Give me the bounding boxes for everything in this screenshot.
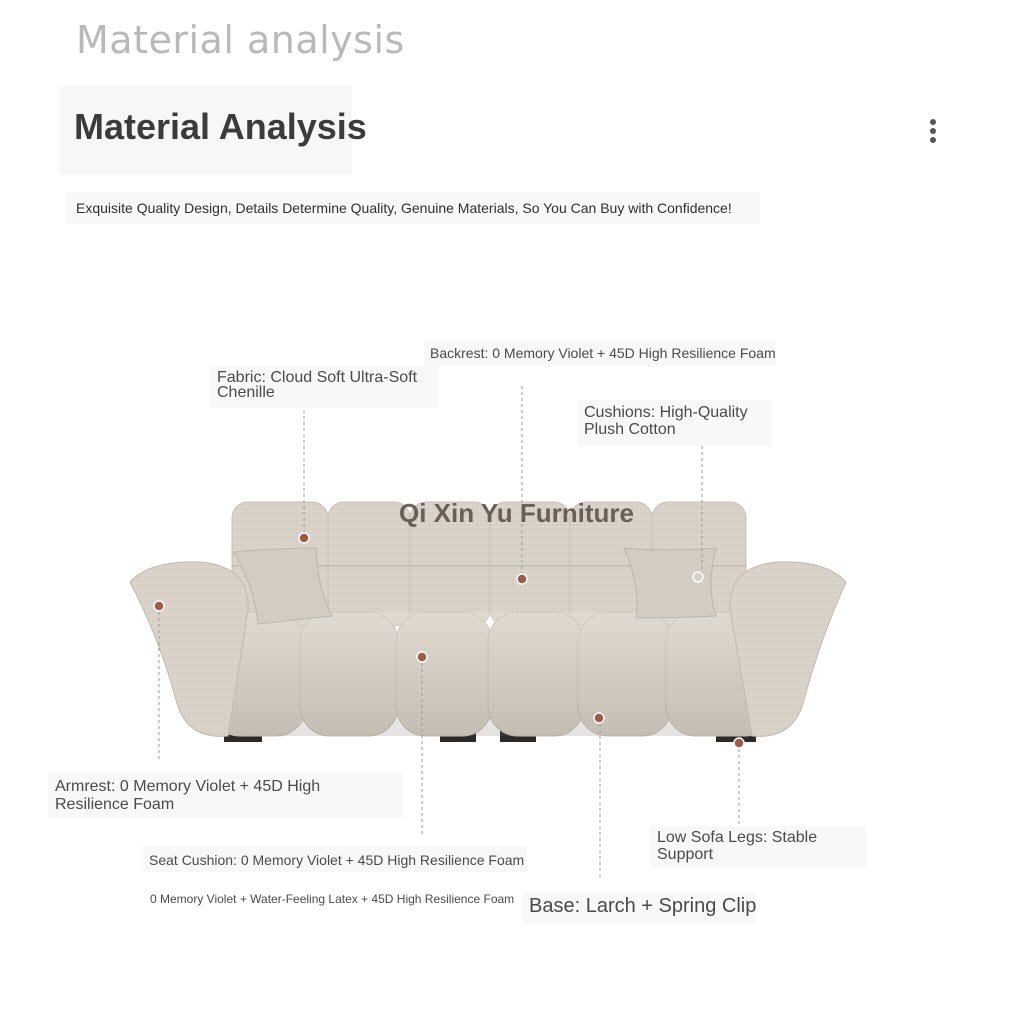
fabric-label bbox=[217, 370, 417, 400]
seat-detail-label: 0 Memory Violet + Water-Feeling Latex + 45D High Resilience Foam bbox=[150, 892, 515, 906]
marker-backrest bbox=[517, 574, 527, 584]
page-subtitle: Exquisite Quality Design, Details Determine Quality, Genuine Materials, So You Can Buy with Confidence! bbox=[76, 200, 732, 216]
marker-seat bbox=[417, 652, 427, 662]
armrest-label bbox=[55, 778, 320, 814]
marker-cushions bbox=[693, 572, 703, 582]
cushions-label bbox=[584, 404, 748, 438]
cushions-label-line1: Cushions: High-Quality bbox=[584, 404, 748, 421]
fabric-label-line2: Chenille bbox=[217, 384, 275, 401]
brand-watermark: Qi Xin Yu Furniture bbox=[399, 498, 634, 528]
fabric-label-line1: Fabric: Cloud Soft Ultra-Soft bbox=[217, 369, 418, 386]
backrest-label: Backrest: 0 Memory Violet + 45D High Resilience Foam bbox=[430, 345, 776, 361]
base-label: Base: Larch + Spring Clip bbox=[529, 895, 757, 917]
cushions-label-line2: Plush Cotton bbox=[584, 421, 676, 438]
marker-base bbox=[594, 713, 604, 723]
legs-label bbox=[657, 829, 817, 863]
marker-fabric bbox=[299, 533, 309, 543]
armrest-label-line1: Armrest: 0 Memory Violet + 45D High bbox=[55, 778, 321, 795]
legs-label-line2: Support bbox=[657, 846, 714, 863]
legs-label-line1: Low Sofa Legs: Stable bbox=[657, 829, 818, 846]
seat-cushion-label: Seat Cushion: 0 Memory Violet + 45D High Resilience Foam bbox=[149, 852, 525, 868]
page-title: Material Analysis bbox=[74, 106, 367, 147]
marker-armrest bbox=[154, 601, 164, 611]
sofa-seat bbox=[210, 612, 776, 736]
armrest-label-line2: Resilience Foam bbox=[55, 796, 175, 813]
page-caption: Material analysis bbox=[76, 18, 405, 62]
marker-legs bbox=[734, 738, 744, 748]
